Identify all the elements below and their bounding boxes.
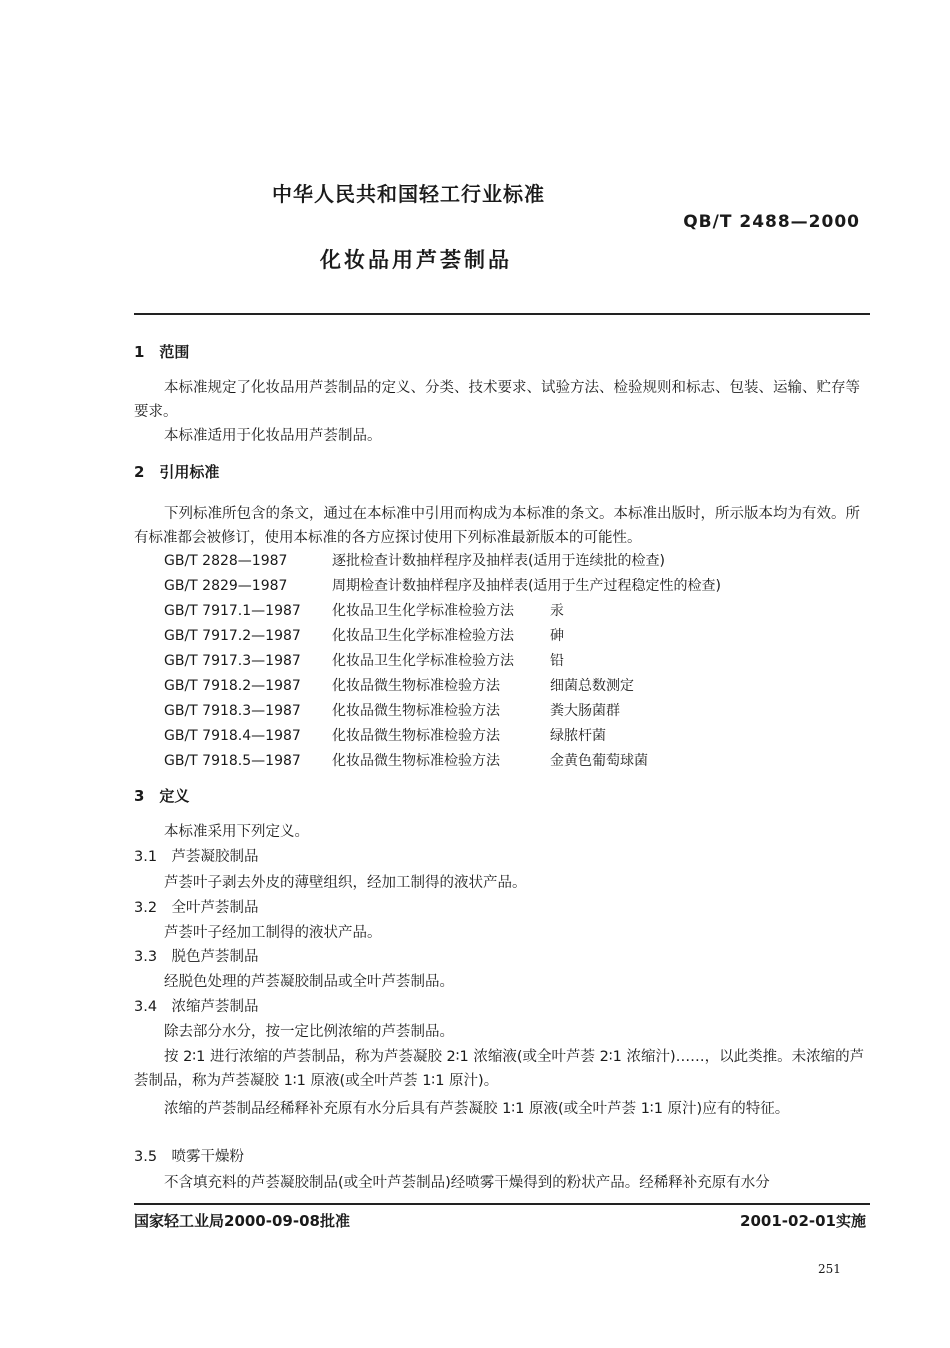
definition-3-3-text: 经脱色处理的芦荟凝胶制品或全叶芦荟制品。: [164, 974, 454, 990]
reference-code: GB/T 2828—1987: [164, 553, 288, 569]
reference-name: 化妆品微生物标准检验方法: [332, 753, 500, 769]
reference-item: [164, 600, 564, 620]
reference-name: 化妆品微生物标准检验方法: [332, 678, 500, 694]
definition-3-1-text: 芦荟叶子剥去外皮的薄壁组织，经加工制得的液状产品。: [164, 875, 527, 891]
definition-3-2-text: 芦荟叶子经加工制得的液状产品。: [164, 925, 382, 941]
reference-item: [164, 650, 564, 670]
section-3-heading: 3 定义: [134, 787, 190, 805]
reference-name: 化妆品微生物标准检验方法: [332, 728, 500, 744]
section-1-paragraph-2: 本标准适用于化妆品用芦荟制品。: [164, 428, 382, 444]
reference-item-name: 绿脓杆菌: [550, 728, 606, 744]
reference-code: GB/T 7918.5—1987: [164, 753, 301, 769]
implementation-date: 2001-02-01实施: [740, 1212, 866, 1230]
reference-item: [164, 575, 721, 595]
section-2-paragraph-1: 下列标准所包含的条文，通过在本标准中引用而构成为本标准的条文。本标准出版时，所示版本均为有效。所有标准都会被修订，使用本标准的各方应探讨使用下列标准最新版本的可能性。: [134, 506, 860, 546]
header-rule: [134, 313, 870, 315]
reference-item-name: 粪大肠菌群: [550, 703, 620, 719]
approval-statement: 国家轻工业局2000-09-08批准: [134, 1212, 350, 1230]
reference-code: GB/T 7918.4—1987: [164, 728, 301, 744]
reference-code: GB/T 7918.3—1987: [164, 703, 301, 719]
definition-3-4-heading: 3.4 浓缩芦荟制品: [134, 999, 259, 1015]
standard-code: QB/T 2488—2000: [683, 212, 860, 232]
reference-code: GB/T 7917.2—1987: [164, 628, 301, 644]
section-1-heading: 1 范围: [134, 343, 190, 361]
reference-item-name: 细菌总数测定: [550, 678, 634, 694]
section-3-intro: 本标准采用下列定义。: [164, 824, 309, 840]
reference-name: 逐批检查计数抽样程序及抽样表(适用于连续批的检查): [332, 553, 665, 569]
section-1-paragraph-1: 本标准规定了化妆品用芦荟制品的定义、分类、技术要求、试验方法、检验规则和标志、包装、运输、贮存等要求。: [134, 380, 860, 420]
reference-code: GB/T 7917.3—1987: [164, 653, 301, 669]
document-title: 化妆品用芦荟制品: [320, 248, 512, 272]
reference-name: 化妆品卫生化学标准检验方法: [332, 628, 514, 644]
reference-item: [164, 550, 665, 570]
reference-name: 周期检查计数抽样程序及抽样表(适用于生产过程稳定性的检查): [332, 578, 721, 594]
reference-item: [164, 750, 648, 770]
section-2-heading: 2 引用标准: [134, 463, 220, 481]
definition-3-4-text-2: 按 2∶1 进行浓缩的芦荟制品，称为芦荟凝胶 2∶1 浓缩液(或全叶芦荟 2∶1 浓缩汁)……，以此类推。未浓缩的芦荟制品，称为芦荟凝胶 1∶1 原液(或全叶芦荟 1∶1 原汁)。: [134, 1049, 865, 1089]
definition-3-3-heading: 3.3 脱色芦荟制品: [134, 949, 259, 965]
issuing-organization: 中华人民共和国轻工行业标准: [272, 182, 545, 206]
definition-3-5-heading: 3.5 喷雾干燥粉: [134, 1149, 245, 1165]
reference-item: [164, 725, 606, 745]
definition-3-4-text-3: 浓缩的芦荟制品经稀释补充原有水分后具有芦荟凝胶 1∶1 原液(或全叶芦荟 1∶1 原汁)应有的特征。: [164, 1101, 790, 1117]
footer-rule: [134, 1203, 870, 1205]
reference-code: GB/T 7917.1—1987: [164, 603, 301, 619]
page-number: 251: [818, 1262, 841, 1276]
reference-item-name: 汞: [550, 603, 564, 619]
definition-3-4-text-1: 除去部分水分，按一定比例浓缩的芦荟制品。: [164, 1024, 454, 1040]
reference-name: 化妆品卫生化学标准检验方法: [332, 603, 514, 619]
reference-name: 化妆品微生物标准检验方法: [332, 703, 500, 719]
definition-3-5-text: 不含填充料的芦荟凝胶制品(或全叶芦荟制品)经喷雾干燥得到的粉状产品。经稀释补充原有水分: [164, 1175, 770, 1191]
reference-item-name: 砷: [550, 628, 564, 644]
definition-3-1-heading: 3.1 芦荟凝胶制品: [134, 849, 259, 865]
reference-item-name: 金黄色葡萄球菌: [550, 753, 648, 769]
reference-item: [164, 625, 564, 645]
reference-item-name: 铅: [550, 653, 564, 669]
definition-3-2-heading: 3.2 全叶芦荟制品: [134, 900, 259, 916]
reference-item: [164, 675, 634, 695]
reference-code: GB/T 7918.2—1987: [164, 678, 301, 694]
reference-code: GB/T 2829—1987: [164, 578, 288, 594]
reference-name: 化妆品卫生化学标准检验方法: [332, 653, 514, 669]
reference-item: [164, 700, 620, 720]
